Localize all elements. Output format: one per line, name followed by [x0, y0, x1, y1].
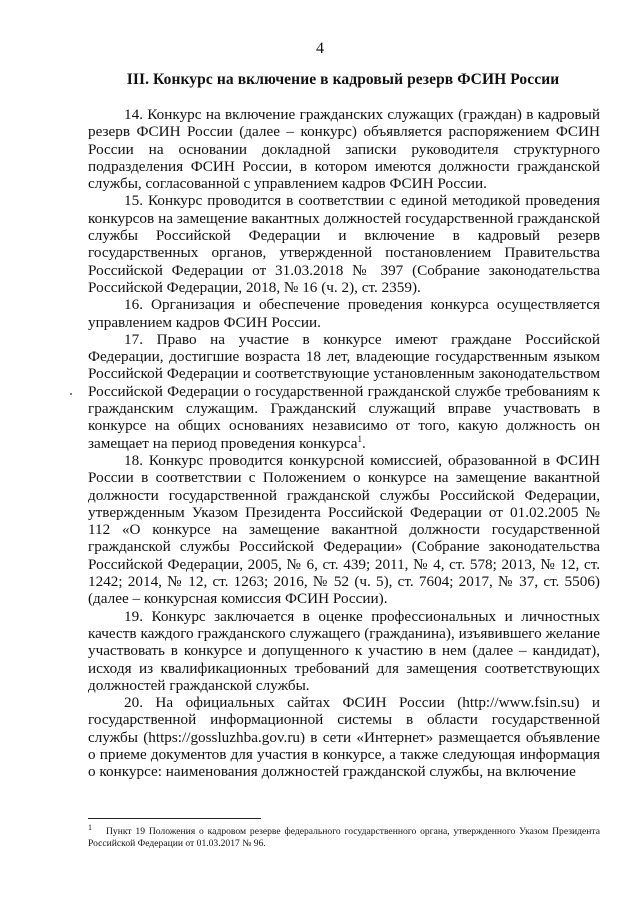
- paragraph-15: [88, 192, 600, 296]
- footnote-reference: 1: [357, 433, 362, 444]
- paragraph-text: 18. Конкурс проводится конкурсной комиссией, образованной в ФСИН России в соответствии с Положением о конкурсе на замещение вакантной должности государственной гражданской службы Российской Федерации, утвержденным Указом Президента Российской Федерации от 01.02.2005 № 112 «О конкурсе на замещение вакантной должности государственной гражданской службы Российской Федерации» (Собрание законодательства Российской Федерации, 2005, № 6, ст. 439; 2011, № 4, ст. 578; 2013, № 12, ст. 1242; 2014, № 12, ст. 1263; 2016, № 52 (ч. 5), ст. 7604; 2017, № 37, ст. 5506) (далее – конкурсная комиссия ФСИН России).: [88, 451, 600, 608]
- paragraph-14: [88, 106, 600, 192]
- paragraph-20: [88, 694, 600, 780]
- footnote-divider: [88, 818, 261, 819]
- paragraph-19: [88, 608, 600, 694]
- paragraph-text: 20. На официальных сайтах ФСИН России (http://www.fsin.su) и государственной информационной системы в области государственной службы (https://gossluzhba.gov.ru) в сети «Интернет» размещается объявление о приеме документов для участия в конкурсе, а также следующая информация о конкурсе: наименования должностей гражданской службы, на включение: [88, 694, 600, 781]
- paragraph-text: 17. Право на участие в конкурсе имеют граждане Российской Федерации, достигшие возраста 18 лет, владеющие государственным языком Российской Федерации и соответствующие установленным законодательством Российской Федерации о государственной гражданской службе требованиям к гражданским служащим. Гражданский служащий вправе участвовать в конкурсе на общих основаниях независимо от того, какую должность он замещает на период проведения конкурса: [88, 330, 600, 452]
- footnote: 1 Пункт 19 Положения о кадровом резерве федерального государственного органа, утвержденного Указом Президента Российской Федерации от 01.03.2017 № 96.: [88, 822, 600, 849]
- paragraph-text: 14. Конкурс на включение гражданских служащих (граждан) в кадровый резерв ФСИН России (далее – конкурс) объявляется распоряжением ФСИН России на основании докладной записки руководителя структурного подразделения ФСИН России, в котором имеются должности гражданской службы, согласованной с управлением кадров ФСИН России.: [88, 106, 600, 193]
- paragraph-tail: .: [361, 434, 366, 452]
- section-title: III. Конкурс на включение в кадровый резерв ФСИН России: [126, 71, 560, 88]
- paragraph-text: 15. Конкурс проводится в соответствии с единой методикой проведения конкурсов на замещение вакантных должностей государственной гражданской службы Российской Федерации и включение в кадровый резерв государственных органов, утвержденной постановлением Правительства Российской Федерации от 31.03.2018 № 397 (Собрание законодательства Российской Федерации, 2018, № 16 (ч. 2), ст. 2359).: [88, 192, 600, 296]
- scan-speck: [70, 393, 72, 395]
- paragraph-18: [88, 452, 600, 608]
- footnote-text: Пункт 19 Положения о кадровом резерве федерального государственного органа, утвержденного Указом Президента Российской Федерации от 01.03.2017 № 96.: [88, 826, 600, 849]
- page-number: 4: [316, 40, 324, 57]
- paragraph-17: [88, 331, 600, 452]
- body-text: [88, 106, 600, 781]
- paragraph-text: 16. Организация и обеспечение проведения конкурса осуществляется управлением кадров ФСИН России.: [88, 296, 600, 331]
- paragraph-text: 19. Конкурс заключается в оценке профессиональных и личностных качеств каждого гражданского служащего (гражданина), изъявившего желание участвовать в конкурсе и допущенного к участию в нем (далее – кандидат), исходя из квалификационных требований для замещения соответствующих должностей гражданской службы.: [88, 607, 600, 694]
- paragraph-16: [88, 296, 600, 331]
